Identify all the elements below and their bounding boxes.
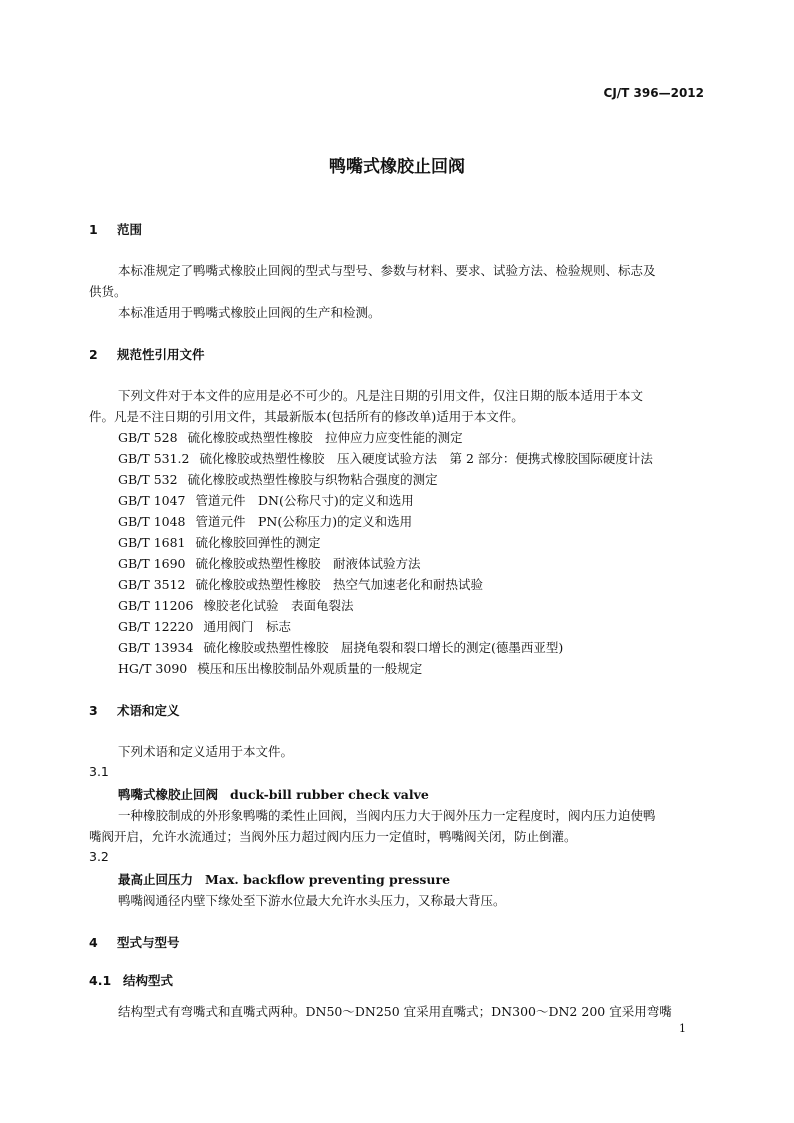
reference-code: GB/T 1690 xyxy=(118,556,186,571)
term-chinese: 最高止回压力 xyxy=(118,872,194,887)
reference-code: GB/T 1681 xyxy=(118,535,186,550)
reference-code: GB/T 11206 xyxy=(118,598,194,613)
term-english: duck-bill rubber check valve xyxy=(230,787,429,802)
reference-item xyxy=(118,491,414,509)
term-chinese: 鸭嘴式橡胶止回阀 xyxy=(118,787,219,802)
reference-title: 通用阀门 标志 xyxy=(203,619,291,634)
reference-item xyxy=(118,428,463,446)
section-heading-scope xyxy=(89,220,142,238)
section-number: 2 xyxy=(89,347,98,362)
reference-title: 硫化橡胶或热塑性橡胶 拉伸应力应变性能的测定 xyxy=(187,430,463,445)
definition-line: 嘴阀开启，允许水流通过；当阀外压力超过阀内压力一定值时，鸭嘴阀关闭，防止倒灌。 xyxy=(89,829,577,844)
reference-title: 硫化橡胶或热塑性橡胶 压入硬度试验方法 第 2 部分：便携式橡胶国际硬度计法 xyxy=(199,451,653,466)
reference-item xyxy=(118,470,438,488)
paragraph-line: 本标准适用于鸭嘴式橡胶止回阀的生产和检测。 xyxy=(118,305,381,320)
reference-title: 管道元件 DN(公称尺寸)的定义和选用 xyxy=(195,493,414,508)
section-title: 术语和定义 xyxy=(117,703,180,718)
term-number: 3.2 xyxy=(89,849,109,864)
reference-item xyxy=(118,638,563,656)
reference-item xyxy=(118,617,291,635)
definition-line: 一种橡胶制成的外形象鸭嘴的柔性止回阀，当阀内压力大于阀外压力一定程度时，阀内压力迫使鸭 xyxy=(118,808,656,823)
subsection-title: 结构型式 xyxy=(123,973,174,988)
paragraph-line: 下列文件对于本文件的应用是必不可少的。凡是注日期的引用文件，仅注日期的版本适用于本文 xyxy=(118,388,644,403)
section-title: 型式与型号 xyxy=(117,935,180,950)
reference-item xyxy=(118,659,422,677)
paragraph-line: 件。凡是不注日期的引用文件，其最新版本(包括所有的修改单)适用于本文件。 xyxy=(89,409,524,424)
section-title: 范围 xyxy=(117,222,143,237)
reference-item xyxy=(118,533,321,551)
reference-code: GB/T 13934 xyxy=(118,640,194,655)
reference-code: GB/T 3512 xyxy=(118,577,186,592)
page-number: 1 xyxy=(679,1022,686,1035)
section-number: 3 xyxy=(89,703,98,718)
paragraph-line: 结构型式有弯嘴式和直嘴式两种。DN50～DN250 宜采用直嘴式；DN300～DN2 200 宜采用弯嘴 xyxy=(118,1004,672,1019)
term-heading xyxy=(118,870,450,888)
section-heading-types-models xyxy=(89,933,180,951)
paragraph-line: 本标准规定了鸭嘴式橡胶止回阀的型式与型号、参数与材料、要求、试验方法、检验规则、标志及 xyxy=(118,263,656,278)
document-code: CJ/T 396—2012 xyxy=(603,86,704,100)
reference-title: 硫化橡胶或热塑性橡胶 屈挠龟裂和裂口增长的测定(德墨西亚型) xyxy=(203,640,564,655)
reference-title: 硫化橡胶或热塑性橡胶 热空气加速老化和耐热试验 xyxy=(195,577,484,592)
reference-code: HG/T 3090 xyxy=(118,661,188,676)
section-number: 4 xyxy=(89,935,98,950)
reference-code: GB/T 1047 xyxy=(118,493,186,508)
reference-title: 模压和压出橡胶制品外观质量的一般规定 xyxy=(197,661,423,676)
paragraph-line: 下列术语和定义适用于本文件。 xyxy=(118,744,294,759)
reference-title: 管道元件 PN(公称压力)的定义和选用 xyxy=(195,514,413,529)
reference-title: 橡胶老化试验 表面龟裂法 xyxy=(203,598,354,613)
reference-code: GB/T 531.2 xyxy=(118,451,190,466)
reference-item xyxy=(118,575,483,593)
paragraph-line: 供货。 xyxy=(89,284,127,299)
term-number: 3.1 xyxy=(89,764,109,779)
section-number: 1 xyxy=(89,222,98,237)
section-heading-normative-references xyxy=(89,345,205,363)
section-heading-terms-definitions xyxy=(89,701,180,719)
subsection-number: 4.1 xyxy=(89,973,112,988)
page-title: 鸭嘴式橡胶止回阀 xyxy=(329,157,465,177)
definition-line: 鸭嘴阀通径内壁下缘处至下游水位最大允许水头压力，又称最大背压。 xyxy=(118,893,506,908)
reference-item xyxy=(118,449,653,467)
reference-code: GB/T 12220 xyxy=(118,619,194,634)
reference-code: GB/T 1048 xyxy=(118,514,186,529)
reference-item xyxy=(118,596,353,614)
reference-code: GB/T 528 xyxy=(118,430,178,445)
reference-title: 硫化橡胶或热塑性橡胶与织物粘合强度的测定 xyxy=(187,472,438,487)
term-heading xyxy=(118,785,429,803)
reference-title: 硫化橡胶回弹性的测定 xyxy=(195,535,321,550)
reference-code: GB/T 532 xyxy=(118,472,178,487)
term-english: Max. backflow preventing pressure xyxy=(205,872,451,887)
reference-item xyxy=(118,554,421,572)
reference-item xyxy=(118,512,412,530)
subsection-heading-structure-type xyxy=(89,971,173,989)
section-title: 规范性引用文件 xyxy=(117,347,205,362)
reference-title: 硫化橡胶或热塑性橡胶 耐液体试验方法 xyxy=(195,556,421,571)
